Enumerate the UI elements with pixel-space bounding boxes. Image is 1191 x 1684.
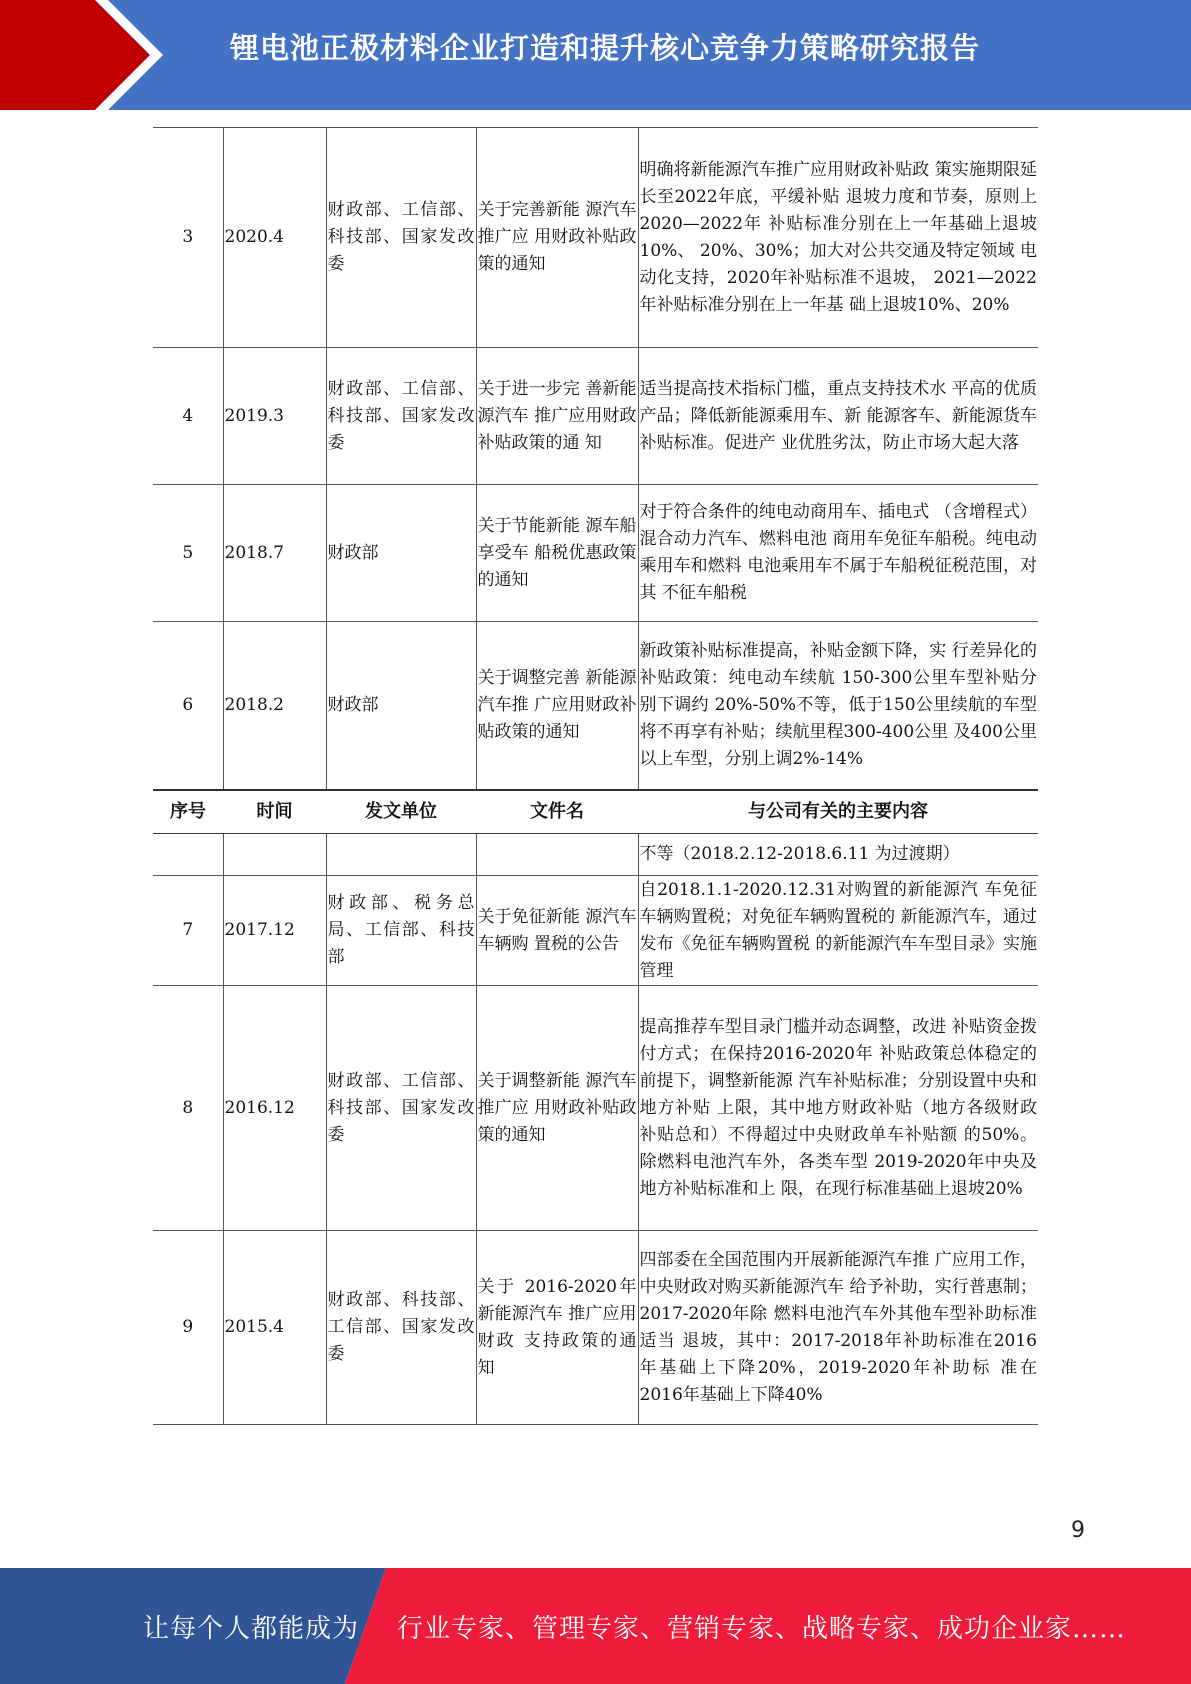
cell-issuer: 财政部、工信部、科技部、国家发改委 [326, 128, 476, 348]
cell-content: 明确将新能源汽车推广应用财政补贴政 策实施期限延长至2022年底，平缓补贴 退坡力度和节奏，原则上2020—2022年 补贴标准分别在上一年基础上退坡10%、 20%、30%；加大对公共交通及特定领域 电动化支持，2020年补贴标准不退坡， 2021—2022年补贴标准分别在上一年基 础上退坡10%、20% [638, 128, 1038, 348]
table-header-row [153, 790, 1038, 834]
cell-content: 提高推荐车型目录门槛并动态调整，改进 补贴资金拨付方式；在保持2016-2020年 补贴政策总体稳定的前提下，调整新能源 汽车补贴标准；分别设置中央和地方补贴 上限，其中地方财政补贴（地方各级财政 补贴总和）不得超过中央财政单车补贴额 的50%。除燃料电池汽车外，各类车型 2019-2020年中央及地方补贴标准和上 限，在现行标准基础上退坡20% [638, 986, 1038, 1231]
column-header-doc-name: 文件名 [476, 790, 638, 834]
cell-issuer: 财政部、工信部、科技部、国家发改委 [326, 348, 476, 485]
footer-slogan-right: 行业专家、管理专家、营销专家、战略专家、成功企业家…… [397, 1614, 1127, 1644]
cell-empty [153, 834, 223, 876]
table-row [153, 485, 1038, 622]
table-row [153, 986, 1038, 1231]
cell-content: 适当提高技术指标门槛，重点支持技术水 平高的优质产品；降低新能源乘用车、新 能源客车、新能源货车补贴标准。促进产 业优胜劣汰，防止市场大起大落 [638, 348, 1038, 485]
cell-content: 新政策补贴标准提高，补贴金额下降，实 行差异化的补贴政策：纯电动车续航 150-300公里车型补贴分别下调约 20%-50%不等，低于150公里续航的车型 将不再享有补贴；续航里程300-400公里 及400公里以上车型，分别上调2%-14% [638, 622, 1038, 790]
column-header-content: 与公司有关的主要内容 [638, 790, 1038, 834]
cell-no: 7 [153, 876, 223, 986]
cell-doc-name: 关于节能新能 源车船享受车 船税优惠政策 的通知 [476, 485, 638, 622]
cell-no: 8 [153, 986, 223, 1231]
cell-issuer: 财政部、工信部、科技部、国家发改委 [326, 986, 476, 1231]
cell-doc-name: 关于调整完善 新能源汽车推 广应用财政补 贴政策的通知 [476, 622, 638, 790]
cell-date: 2020.4 [223, 128, 326, 348]
cell-no: 4 [153, 348, 223, 485]
table-row [153, 876, 1038, 986]
table-row [153, 128, 1038, 348]
cell-empty [223, 834, 326, 876]
cell-date: 2018.7 [223, 485, 326, 622]
cell-doc-name: 关于免征新能 源汽车车辆购 置税的公告 [476, 876, 638, 986]
cell-issuer: 财政部、科技部、工信部、国家发改委 [326, 1231, 476, 1425]
table-row [153, 1231, 1038, 1425]
table-row-continuation [153, 834, 1038, 876]
cell-date: 2017.12 [223, 876, 326, 986]
page-number: 9 [1071, 1518, 1085, 1543]
cell-no: 5 [153, 485, 223, 622]
cell-doc-name: 关于进一步完 善新能源汽车 推广应用财政 补贴政策的通 知 [476, 348, 638, 485]
cell-doc-name: 关于完善新能 源汽车推广应 用财政补贴政 策的通知 [476, 128, 638, 348]
cell-content: 四部委在全国范围内开展新能源汽车推 广应用工作，中央财政对购买新能源汽车 给予补助，实行普惠制；2017-2020年除 燃料电池汽车外其他车型补助标准适当 退坡，其中：2017-2018年补助标准在2016 年基础上下降20%，2019-2020年补助标 准在2016年基础上下降40% [638, 1231, 1038, 1425]
cell-doc-name: 关于调整新能 源汽车推广应 用财政补贴政 策的通知 [476, 986, 638, 1231]
cell-issuer: 财政部 [326, 622, 476, 790]
cell-content: 对于符合条件的纯电动商用车、插电式 （含增程式）混合动力汽车、燃料电池 商用车免征车船税。纯电动乘用车和燃料 电池乘用车不属于车船税征税范围，对其 不征车船税 [638, 485, 1038, 622]
column-header-issuer: 发文单位 [326, 790, 476, 834]
cell-doc-name: 关于 2016-2020年新能源汽车 推广应用财政 支持政策的通 知 [476, 1231, 638, 1425]
cell-content: 不等（2018.2.12-2018.6.11 为过渡期） [638, 834, 1038, 876]
cell-empty [326, 834, 476, 876]
cell-date: 2018.2 [223, 622, 326, 790]
cell-date: 2016.12 [223, 986, 326, 1231]
cell-issuer: 财政部 [326, 485, 476, 622]
cell-no: 9 [153, 1231, 223, 1425]
column-header-date: 时间 [223, 790, 326, 834]
table-row [153, 348, 1038, 485]
cell-no: 6 [153, 622, 223, 790]
column-header-no: 序号 [153, 790, 223, 834]
cell-date: 2015.4 [223, 1231, 326, 1425]
page-header [0, 0, 1191, 110]
page-footer [0, 1568, 1191, 1684]
table-row [153, 622, 1038, 790]
footer-slogan-left: 让每个人都能成为 [143, 1614, 360, 1644]
header-title: 锂电池正极材料企业打造和提升核心竞争力策略研究报告 [230, 31, 981, 65]
cell-no: 3 [153, 128, 223, 348]
cell-empty [476, 834, 638, 876]
policy-table [153, 127, 1038, 1425]
cell-date: 2019.3 [223, 348, 326, 485]
cell-content: 自2018.1.1-2020.12.31对购置的新能源汽 车免征车辆购置税；对免征车辆购置税的 新能源汽车，通过发布《免征车辆购置税 的新能源汽车车型目录》实施管理 [638, 876, 1038, 986]
cell-issuer: 财政部、税务总局、工信部、科技部 [326, 876, 476, 986]
